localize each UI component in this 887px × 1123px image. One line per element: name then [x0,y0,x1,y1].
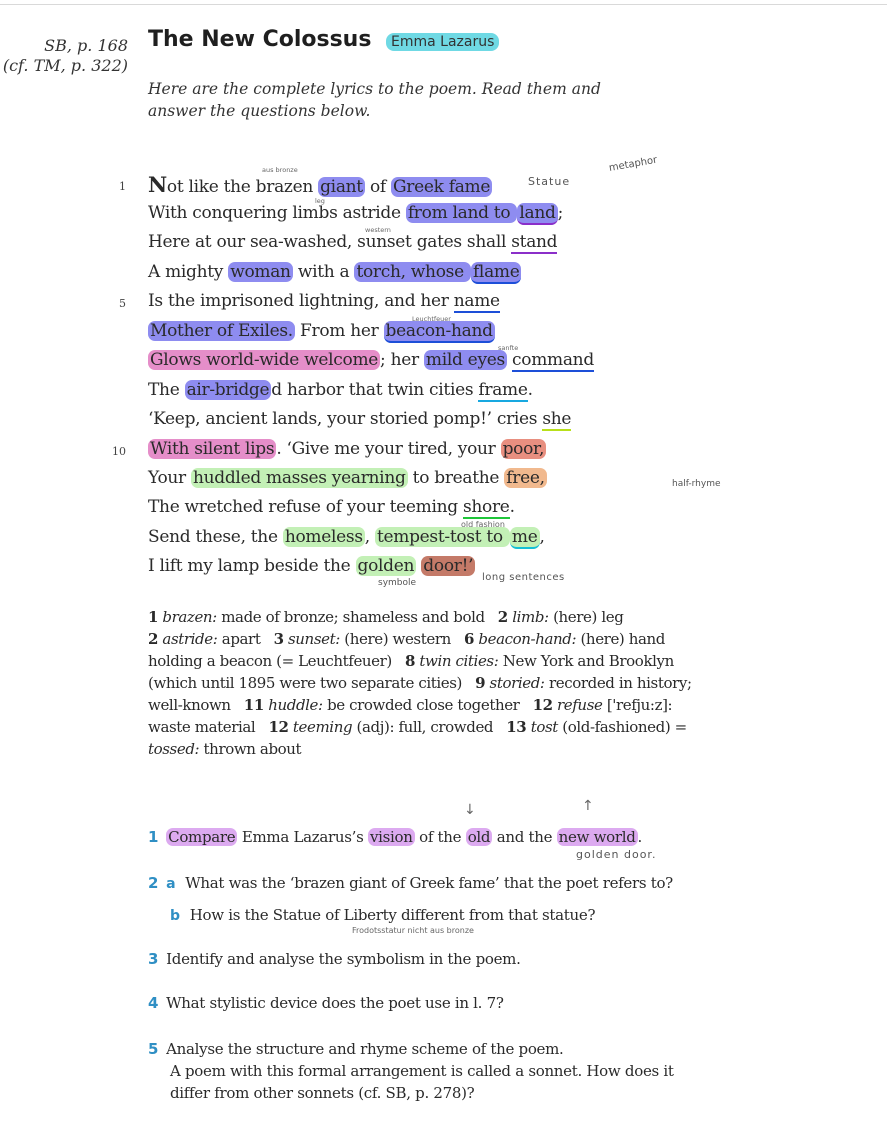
question-1: 1 Compare Emma Lazarus’s vision of the old and the new world . [148,828,642,846]
highlight-silent-lips: With silent lips [150,439,275,459]
highlight-huddled-masses: huddled masses yearning [192,468,406,488]
poem-line-6: Mother of Exiles. From her beacon-hand [150,321,493,341]
highlight-land: land [519,203,556,223]
poem-title: The New Colossus [148,27,372,52]
highlight-me: me [511,527,538,547]
note-leuchtfeuer: Leuchtfeuer [412,315,451,323]
note-leg: leg [315,197,325,205]
note-aus-bronze: aus bronze [262,166,298,174]
poem-line-10: With silent lips . ‘Give me your tired, your poor, [150,439,545,459]
note-golden-door: golden door. [576,848,657,861]
drop-letter: N [148,172,167,197]
note-statue: Statue [528,175,571,188]
note-symbole: symbole [378,578,417,588]
note-sanfte: sanfte [498,344,519,352]
highlight-homeless: homeless [284,527,363,547]
line-number-5: 5 [119,297,126,310]
highlight-mild-eyes: mild eyes [425,350,505,370]
highlight-free: free, [506,468,545,488]
note-long-sentences: long sentences [482,572,565,583]
highlight-giant: giant [320,177,363,197]
top-rule [0,4,887,5]
underline-she: she [542,409,572,429]
question-3: 3 Identify and analyse the symbolism in the poem. [148,950,521,968]
poem-line-4: A mighty woman with a torch, whose flame [148,262,520,282]
line-number-1: 1 [119,180,126,193]
note-q2b: Frodotsstatur nicht aus bronze [352,926,474,935]
highlight-old: old [467,828,491,846]
highlight-torch: torch, whose [356,262,469,282]
poem-author: Emma Lazarus [386,33,499,51]
word-brazen: brazen [255,177,313,197]
underline-frame: frame [478,380,528,400]
poem-line-1: Not like the brazen giant of Greek fame [148,172,491,197]
poem-line-3: Here at our sea-washed, sunset gates shall stand [148,232,558,252]
highlight-poor: poor, [502,439,545,459]
highlight-from-land: from land to [407,203,516,223]
poem-line-5: Is the imprisoned lightning, and her name [148,291,500,311]
highlight-new-world: new world [558,828,636,846]
word-sunset: sunset [357,232,412,252]
poem-line-2: With conquering limbs astride from land to land ; [148,203,564,223]
word-limbs: limbs [292,203,338,223]
question-4: 4 What stylistic device does the poet use in l. 7? [148,994,504,1012]
poem-line-12: The wretched refuse of your teeming shore. [148,497,515,517]
highlight-door: door!’ [423,556,474,576]
underline-shore: shore [462,497,510,517]
underline-command: command [512,350,594,370]
highlight-flame: flame [472,262,520,282]
note-half-rhyme: half-rhyme [672,479,721,489]
student-book-reference: SB, p. 168 [44,36,128,55]
poem-line-11: Your huddled masses yearning to breathe free, [148,468,545,488]
intro-text: Here are the complete lyrics to the poem. Read them and answer the questions below. [148,80,601,120]
question-5: 5 Analyse the structure and rhyme scheme of the poem. A poem with this formal arrangement is called a sonnet. How does it differ from other sonnets (cf. SB, p. 278)? [148,1040,674,1102]
arrow-up-icon: ↑ [582,798,594,814]
poem-line-8: The air-bridge d harbor that twin cities frame. [148,380,533,400]
teacher-manual-reference: (cf. TM, p. 322) [2,56,128,75]
poem-line-7: Glows world-wide welcome ; her mild eyes command [150,350,594,370]
underline-name: name [453,291,500,311]
highlight-greek-fame: Greek fame [392,177,491,197]
underline-stand: stand [511,232,558,252]
highlight-compare: Compare [168,828,236,846]
note-metaphor: metaphor [608,154,659,174]
arrow-down-icon: ↓ [464,802,476,818]
note-western: western [365,226,391,234]
question-2b: b How is the Statue of Liberty different from that statue? [170,906,596,924]
question-2a: 2 a What was the ‘brazen giant of Greek fame’ that the poet refers to? [148,874,673,892]
line-number-10: 10 [112,445,126,458]
highlight-tempest-tost: tempest-tost to [376,527,508,547]
highlight-air-bridged: air-bridge [186,380,270,400]
poem-line-14: I lift my lamp beside the golden door!’ [148,556,474,576]
highlight-golden: golden [357,556,415,576]
poem-line-9: ‘Keep, ancient lands, your storied pomp!’ cries she [148,409,572,429]
highlight-beacon-hand: beacon-hand [385,321,493,341]
highlight-vision: vision [369,828,413,846]
poem-line-13: Send these, the homeless , tempest-tost to me , [148,527,545,547]
glossary: 1 brazen: made of bronze; shameless and bold 2 limb: (here) leg 2 astride: apart 3 sunset: (here) western 6 beacon-hand: (here) hand holding a beacon (= Leuchtfeuer) 8 twin cities: New York and Brooklyn (which until 1895 were two separate cities) 9 storied: recorded in history; well-known 11 huddle: be crowded close together 12 refuse ['refju:z]: waste material 12 teeming (adj): full, crowded 13 tost (old-fashioned) = tossed: thrown about [148,608,692,758]
highlight-mother-of-exiles: Mother of Exiles. [150,321,293,341]
highlight-world-wide-welcome: Glows world-wide welcome [150,350,379,370]
highlight-woman: woman [230,262,291,282]
note-old-fashion: old fashion [461,520,505,529]
